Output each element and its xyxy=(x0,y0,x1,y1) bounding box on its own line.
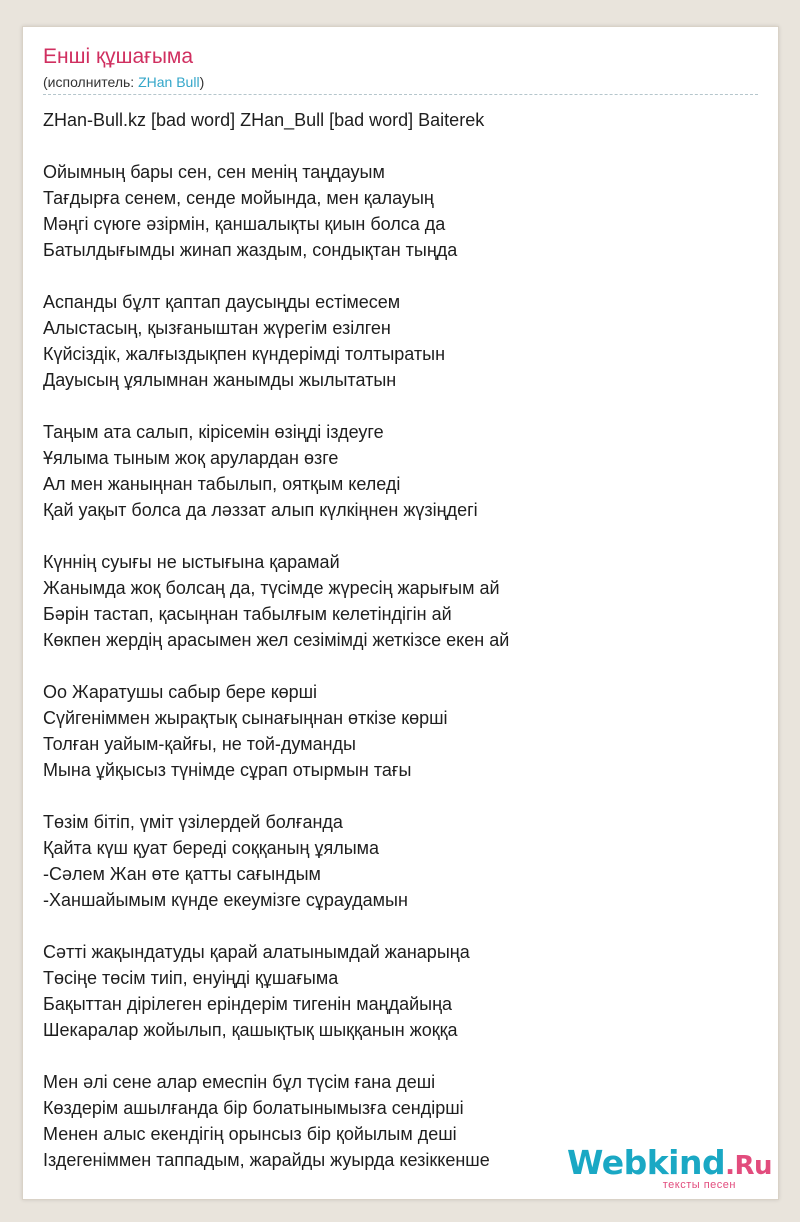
lyrics-stanza xyxy=(43,549,763,653)
lyrics-intro-stanza xyxy=(43,107,763,133)
lyrics-text xyxy=(43,107,763,1199)
lyrics-line: -Ханшайымым күнде екеумізге сұраудамын xyxy=(43,890,408,910)
lyrics-line: Бақыттан дірілеген еріндерім тигенін маңдайыңа xyxy=(43,994,453,1014)
artist-suffix: ) xyxy=(199,74,205,90)
logo-wordmark xyxy=(566,1143,772,1183)
lyrics-line: Іздегеніммен таппадым, жарайды жуырда кезіккенше xyxy=(43,1150,490,1170)
lyrics-line: Мәңгі сүюге әзірмін, қаншалықты қиын болса да xyxy=(43,214,446,234)
lyrics-stanza xyxy=(43,289,763,393)
lyrics-stanza xyxy=(43,809,763,913)
lyrics-line: Тағдырға сенем, сенде мойында, мен қалауың xyxy=(43,188,434,208)
lyrics-line: Алыстасың, қызғаныштан жүрегім езілген xyxy=(43,318,391,338)
lyrics-line: Қай уақыт болса да ләззат алып күлкіңнен жүзіңдегі xyxy=(43,500,478,520)
lyrics-line: Көздерім ашылғанда бір болатынымызға сендірші xyxy=(43,1098,464,1118)
site-logo[interactable] xyxy=(566,1143,772,1191)
logo-tld: .Ru xyxy=(725,1151,772,1181)
lyrics-line: Менен алыс екендігің орынсыз бір қойылым деші xyxy=(43,1124,457,1144)
artist-prefix: (исполнитель: xyxy=(43,74,139,90)
lyrics-line: Ойымның бары сен, сен менің таңдауым xyxy=(43,162,385,182)
lyrics-stanza xyxy=(43,159,763,263)
lyrics-line: Ұялыма тыным жоқ арулардан өзге xyxy=(43,448,339,468)
logo-tagline: тексты песен xyxy=(662,1179,736,1191)
lyrics-line: Таңым ата салып, кірісемін өзіңді іздеуге xyxy=(43,422,384,442)
lyrics-line: Жанымда жоқ болсаң да, түсімде жүресің жарығым ай xyxy=(43,578,500,598)
lyrics-line: -Сәлем Жан өте қатты сағындым xyxy=(43,864,321,884)
lyrics-line: Сүйгеніммен жырақтық сынағыңнан өткізе көрші xyxy=(43,708,448,728)
lyrics-line: Сәтті жақындатуды қарай алатынымдай жанарыңа xyxy=(43,942,470,962)
lyrics-stanza xyxy=(43,939,763,1043)
lyrics-line: Батылдығымды жинап жаздым, сондықтан тыңда xyxy=(43,240,458,260)
lyrics-line: Оо Жаратушы сабыр бере көрші xyxy=(43,682,318,702)
lyrics-card xyxy=(22,26,779,1200)
lyrics-line: ZHan-Bull.kz [bad word] ZHan_Bull [bad word] Baiterek xyxy=(43,110,485,130)
lyrics-line: Бәрін тастап, қасыңнан табылғым келетіндігін ай xyxy=(43,604,452,624)
lyrics-line: Толған уайым-қайғы, не той-думанды xyxy=(43,734,356,754)
lyrics-line: Мен әлі сене алар емеспін бұл түсім ғана деші xyxy=(43,1072,436,1092)
song-title: Енші құшағыма xyxy=(43,45,194,68)
lyrics-line: Ал мен жаныңнан табылып, оятқым келеді xyxy=(43,474,401,494)
lyrics-line: Төсіңе төсім тиіп, енуіңді құшағыма xyxy=(43,968,339,988)
lyrics-line: Мына ұйқысыз түнімде сұрап отырмын тағы xyxy=(43,760,412,780)
lyrics-line: Шекаралар жойылып, қашықтық шыққанын жоққа xyxy=(43,1020,458,1040)
lyrics-line: Күйсіздік, жалғыздықпен күндерімді толтыратын xyxy=(43,344,446,364)
lyrics-line: Төзім бітіп, үміт үзілердей болғанда xyxy=(43,812,343,832)
lyrics-line: Көкпен жердің арасымен жел сезімімді жеткізсе екен ай xyxy=(43,630,510,650)
artist-link[interactable]: ZHan Bull xyxy=(138,74,200,90)
lyrics-line: Дауысың ұялымнан жанымды жылытатын xyxy=(43,370,397,390)
lyrics-line: Аспанды бұлт қаптап даусыңды естімесем xyxy=(43,292,401,312)
lyrics-line: Қайта күш қуат береді соққаның ұялыма xyxy=(43,838,380,858)
lyrics-stanza xyxy=(43,419,763,523)
artist-byline xyxy=(43,73,204,91)
logo-name: Webkind xyxy=(566,1143,726,1182)
title-divider xyxy=(43,94,758,95)
lyrics-stanza xyxy=(43,679,763,783)
lyrics-line: Күннің суығы не ыстығына қарамай xyxy=(43,552,340,572)
